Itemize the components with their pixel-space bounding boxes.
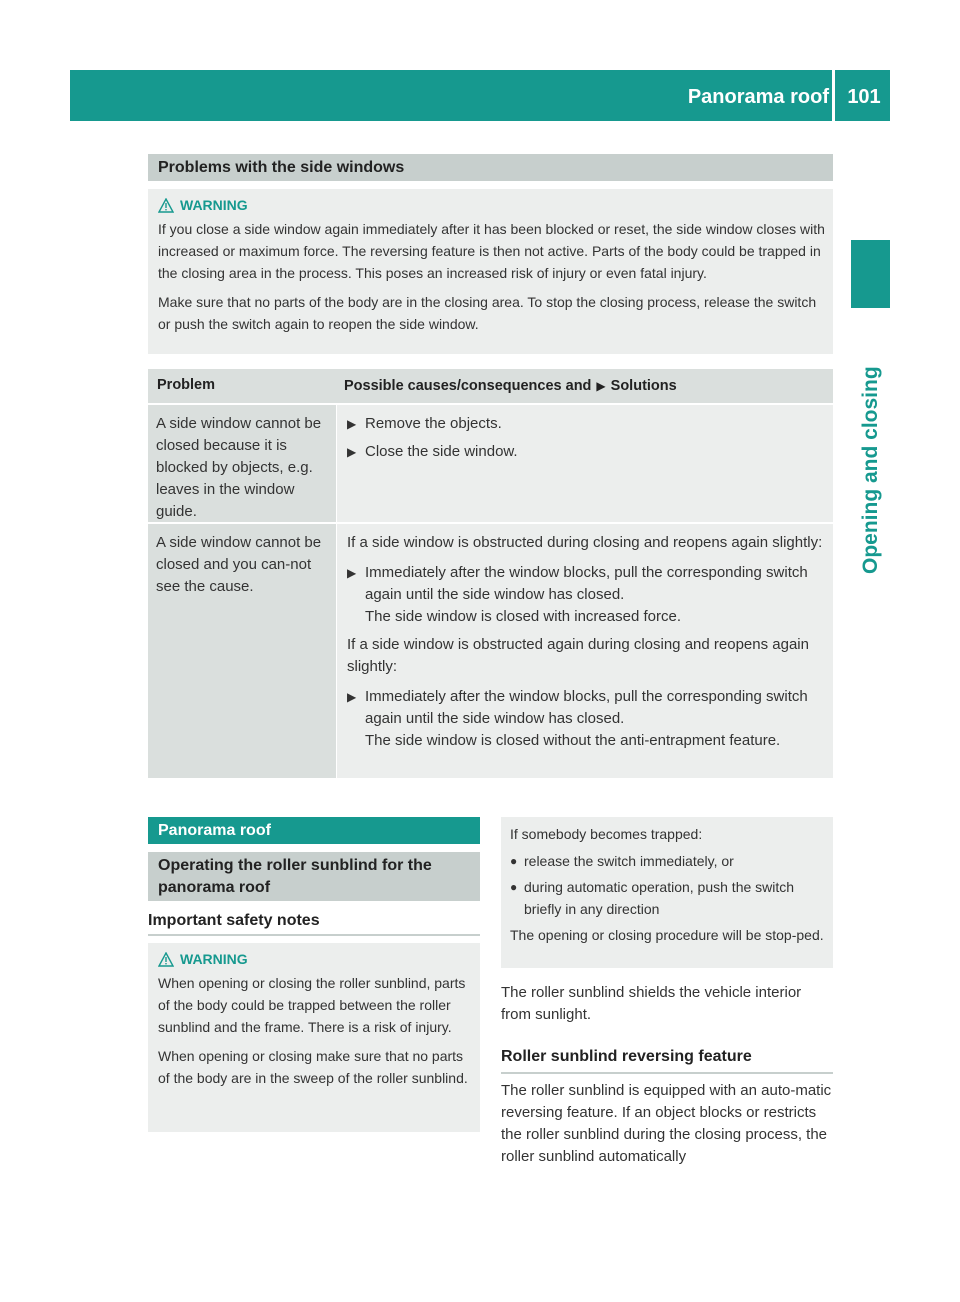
table-row-2-problem: A side window cannot be closed and you can-not see the cause.: [148, 524, 336, 778]
step-text: Immediately after the window blocks, pull the corresponding switch again until the side window has closed.: [365, 688, 808, 727]
warning-box-sunblind: [148, 943, 480, 1132]
table-row-1-problem: A side window cannot be closed because it is blocked by objects, e.g. leaves in the window guide.: [148, 405, 336, 522]
table-header-solutions: [344, 378, 677, 394]
list-item: [510, 850, 827, 872]
table-header-problem: Problem: [157, 377, 216, 393]
header-title: Panorama roof: [687, 86, 829, 108]
step-text: Remove the objects.: [365, 415, 502, 432]
heading-rule: [501, 1072, 833, 1074]
step-arrow-icon: ▶: [347, 566, 357, 580]
bullet-text: during automatic operation, push the switch briefly in any direction: [524, 879, 795, 917]
table-row-1-solutions: [337, 405, 833, 522]
warning-header: [158, 194, 825, 216]
warning-label: WARNING: [180, 197, 248, 213]
heading-rule: [148, 934, 480, 936]
step-item: [347, 686, 823, 752]
heading-safety-notes: Important safety notes: [148, 912, 320, 929]
bullet-mark: ●: [510, 880, 518, 894]
step-item: [347, 562, 823, 628]
bullet-text: release the switch immediately, or: [524, 853, 734, 869]
section-heading-side-windows: Problems with the side windows: [148, 154, 833, 181]
step-arrow-icon: ▶: [347, 445, 357, 459]
step-result: The side window is closed with increased force.: [365, 608, 681, 625]
step-item: [347, 441, 823, 463]
step-arrow-icon: ▶: [347, 417, 357, 431]
subsection-heading-roller-sunblind: Operating the roller sunblind for the panorama roof: [148, 852, 480, 901]
table-header: [148, 369, 833, 403]
chapter-tab: [851, 240, 890, 308]
header-separator: [832, 70, 835, 121]
condition-text-1: If a side window is obstructed during closing and reopens again slightly:: [347, 534, 823, 551]
step-item: [347, 413, 823, 435]
bullet-mark: ●: [510, 854, 518, 868]
warning-header: [158, 948, 474, 970]
trapped-intro: If somebody becomes trapped:: [510, 826, 703, 842]
list-item: [510, 876, 827, 920]
table-row-2-solutions: [337, 524, 833, 778]
warning-label: WARNING: [180, 951, 248, 967]
trapped-outro: The opening or closing procedure will be stop-ped.: [510, 927, 824, 943]
heading-reversing-feature: Roller sunblind reversing feature: [501, 1048, 752, 1065]
page-number: 101: [847, 86, 881, 108]
chapter-label: Opening and closing: [859, 366, 882, 574]
step-arrow-icon: ▶: [347, 690, 357, 704]
warning-triangle-icon: [158, 952, 174, 967]
reversing-text: The roller sunblind is equipped with an auto-matic reversing feature. If an object blocks or restricts the roller sunblind during the closing process, the roller sunblind automatically: [501, 1082, 832, 1165]
table-header-solutions-text: Possible causes/consequences and: [344, 378, 592, 394]
table-header-solutions-label: Solutions: [610, 378, 677, 394]
step-result: The side window is closed without the anti-entrapment feature.: [365, 732, 781, 749]
step-text: Immediately after the window blocks, pull the corresponding switch again until the side window has closed.: [365, 564, 808, 603]
warning-box-side-windows: [148, 189, 833, 354]
section-heading-panorama-roof: Panorama roof: [148, 817, 480, 844]
warning-text-1: When opening or closing the roller sunblind, parts of the body could be trapped between the roller sunblind and the frame. There is a risk of injury.: [158, 975, 466, 1035]
warning-text-1: If you close a side window again immediately after it has been blocked or reset, the side window closes with increased or maximum force. The reversing feature is then not active. Parts of the body could be trapped in the closing area in the process. This poses an increased risk of injury or even fatal injury.: [158, 221, 825, 281]
warning-triangle-icon: [158, 198, 174, 213]
warning-text-2: Make sure that no parts of the body are in the closing area. To stop the closing process, release the switch or push the switch again to reopen the side window.: [158, 294, 817, 332]
solution-arrow-icon: ▶: [596, 379, 606, 393]
shield-text: The roller sunblind shields the vehicle interior from sunlight.: [501, 984, 802, 1023]
condition-text-2: If a side window is obstructed again during closing and reopens again slightly:: [347, 636, 809, 675]
trapped-info-box: [501, 817, 833, 968]
warning-text-2: When opening or closing make sure that no parts of the body are in the sweep of the roller sunblind.: [158, 1048, 468, 1086]
step-text: Close the side window.: [365, 443, 518, 460]
